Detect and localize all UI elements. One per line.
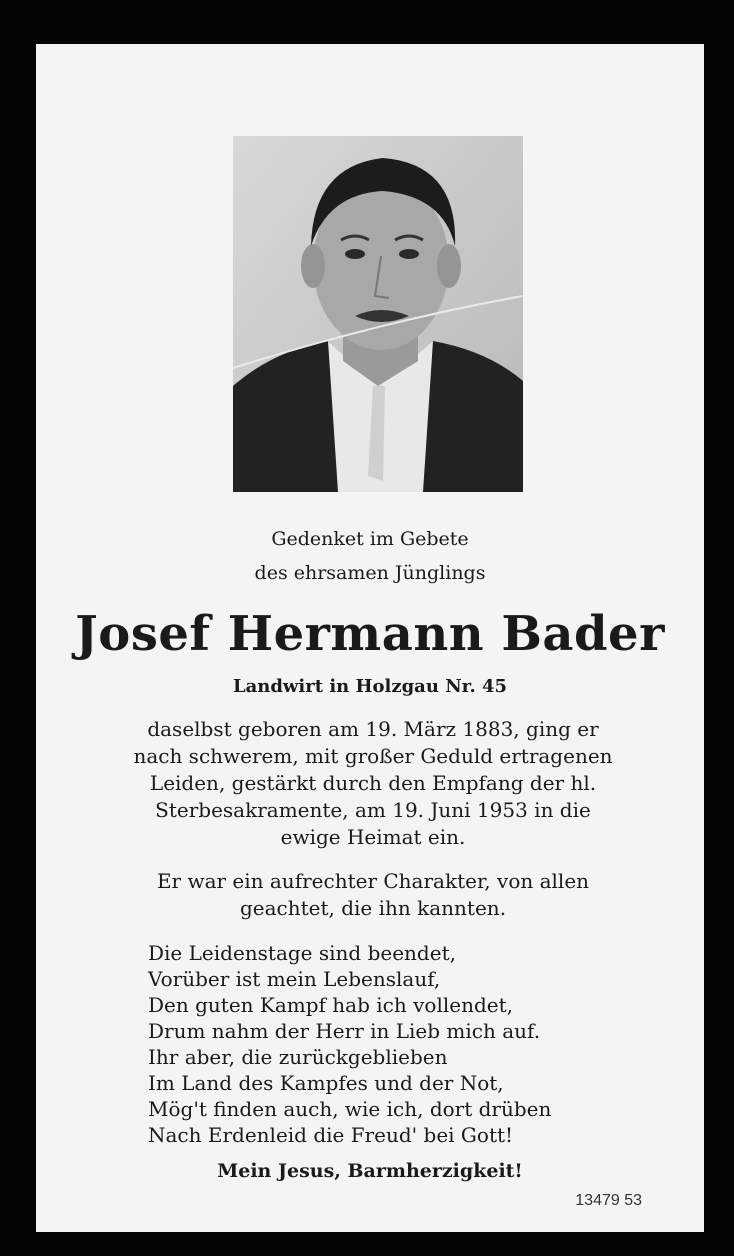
poem-line: Den guten Kampf hab ich vollendet,	[148, 993, 513, 1017]
prayer-line-1: Gedenket im Gebete	[271, 528, 469, 550]
bio-line: ewige Heimat ein.	[280, 825, 466, 849]
portrait-image	[233, 136, 523, 492]
poem-line: Vorüber ist mein Lebenslauf,	[148, 967, 441, 991]
poem-line: Ihr aber, die zurückgeblieben	[148, 1045, 448, 1069]
closing-prayer: Mein Jesus, Barmherzigkeit!	[217, 1160, 523, 1182]
poem-line: Drum nahm der Herr in Lieb mich auf.	[148, 1019, 541, 1043]
bio-line: nach schwerem, mit großer Geduld ertragenen	[133, 744, 613, 768]
print-number: 13479 53	[575, 1192, 642, 1209]
memorial-poem	[148, 940, 628, 1148]
bio-line: daselbst geboren am 19. März 1883, ging er	[147, 717, 599, 741]
memorial-card	[36, 44, 704, 1232]
deceased-name: Josef Hermann Bader	[75, 606, 665, 662]
bio-line: Sterbesakramente, am 19. Juni 1953 in die	[155, 798, 591, 822]
bio-line: Leiden, gestärkt durch den Empfang der hl.	[149, 771, 597, 795]
character-line: geachtet, die ihn kannten.	[239, 896, 507, 920]
biography-paragraph	[106, 716, 640, 851]
portrait-photo	[233, 136, 523, 492]
poem-line: Im Land des Kampfes und der Not,	[148, 1071, 504, 1095]
character-paragraph	[106, 868, 640, 922]
poem-line: Die Leidenstage sind beendet,	[148, 941, 456, 965]
character-line: Er war ein aufrechter Charakter, von allen	[156, 869, 590, 893]
prayer-line-2: des ehrsamen Jünglings	[254, 562, 486, 584]
poem-line: Mög't finden auch, wie ich, dort drüben	[148, 1097, 552, 1121]
occupation-line: Landwirt in Holzgau Nr. 45	[232, 676, 508, 697]
prayer-heading	[36, 522, 704, 590]
poem-line: Nach Erdenleid die Freud' bei Gott!	[148, 1123, 514, 1147]
